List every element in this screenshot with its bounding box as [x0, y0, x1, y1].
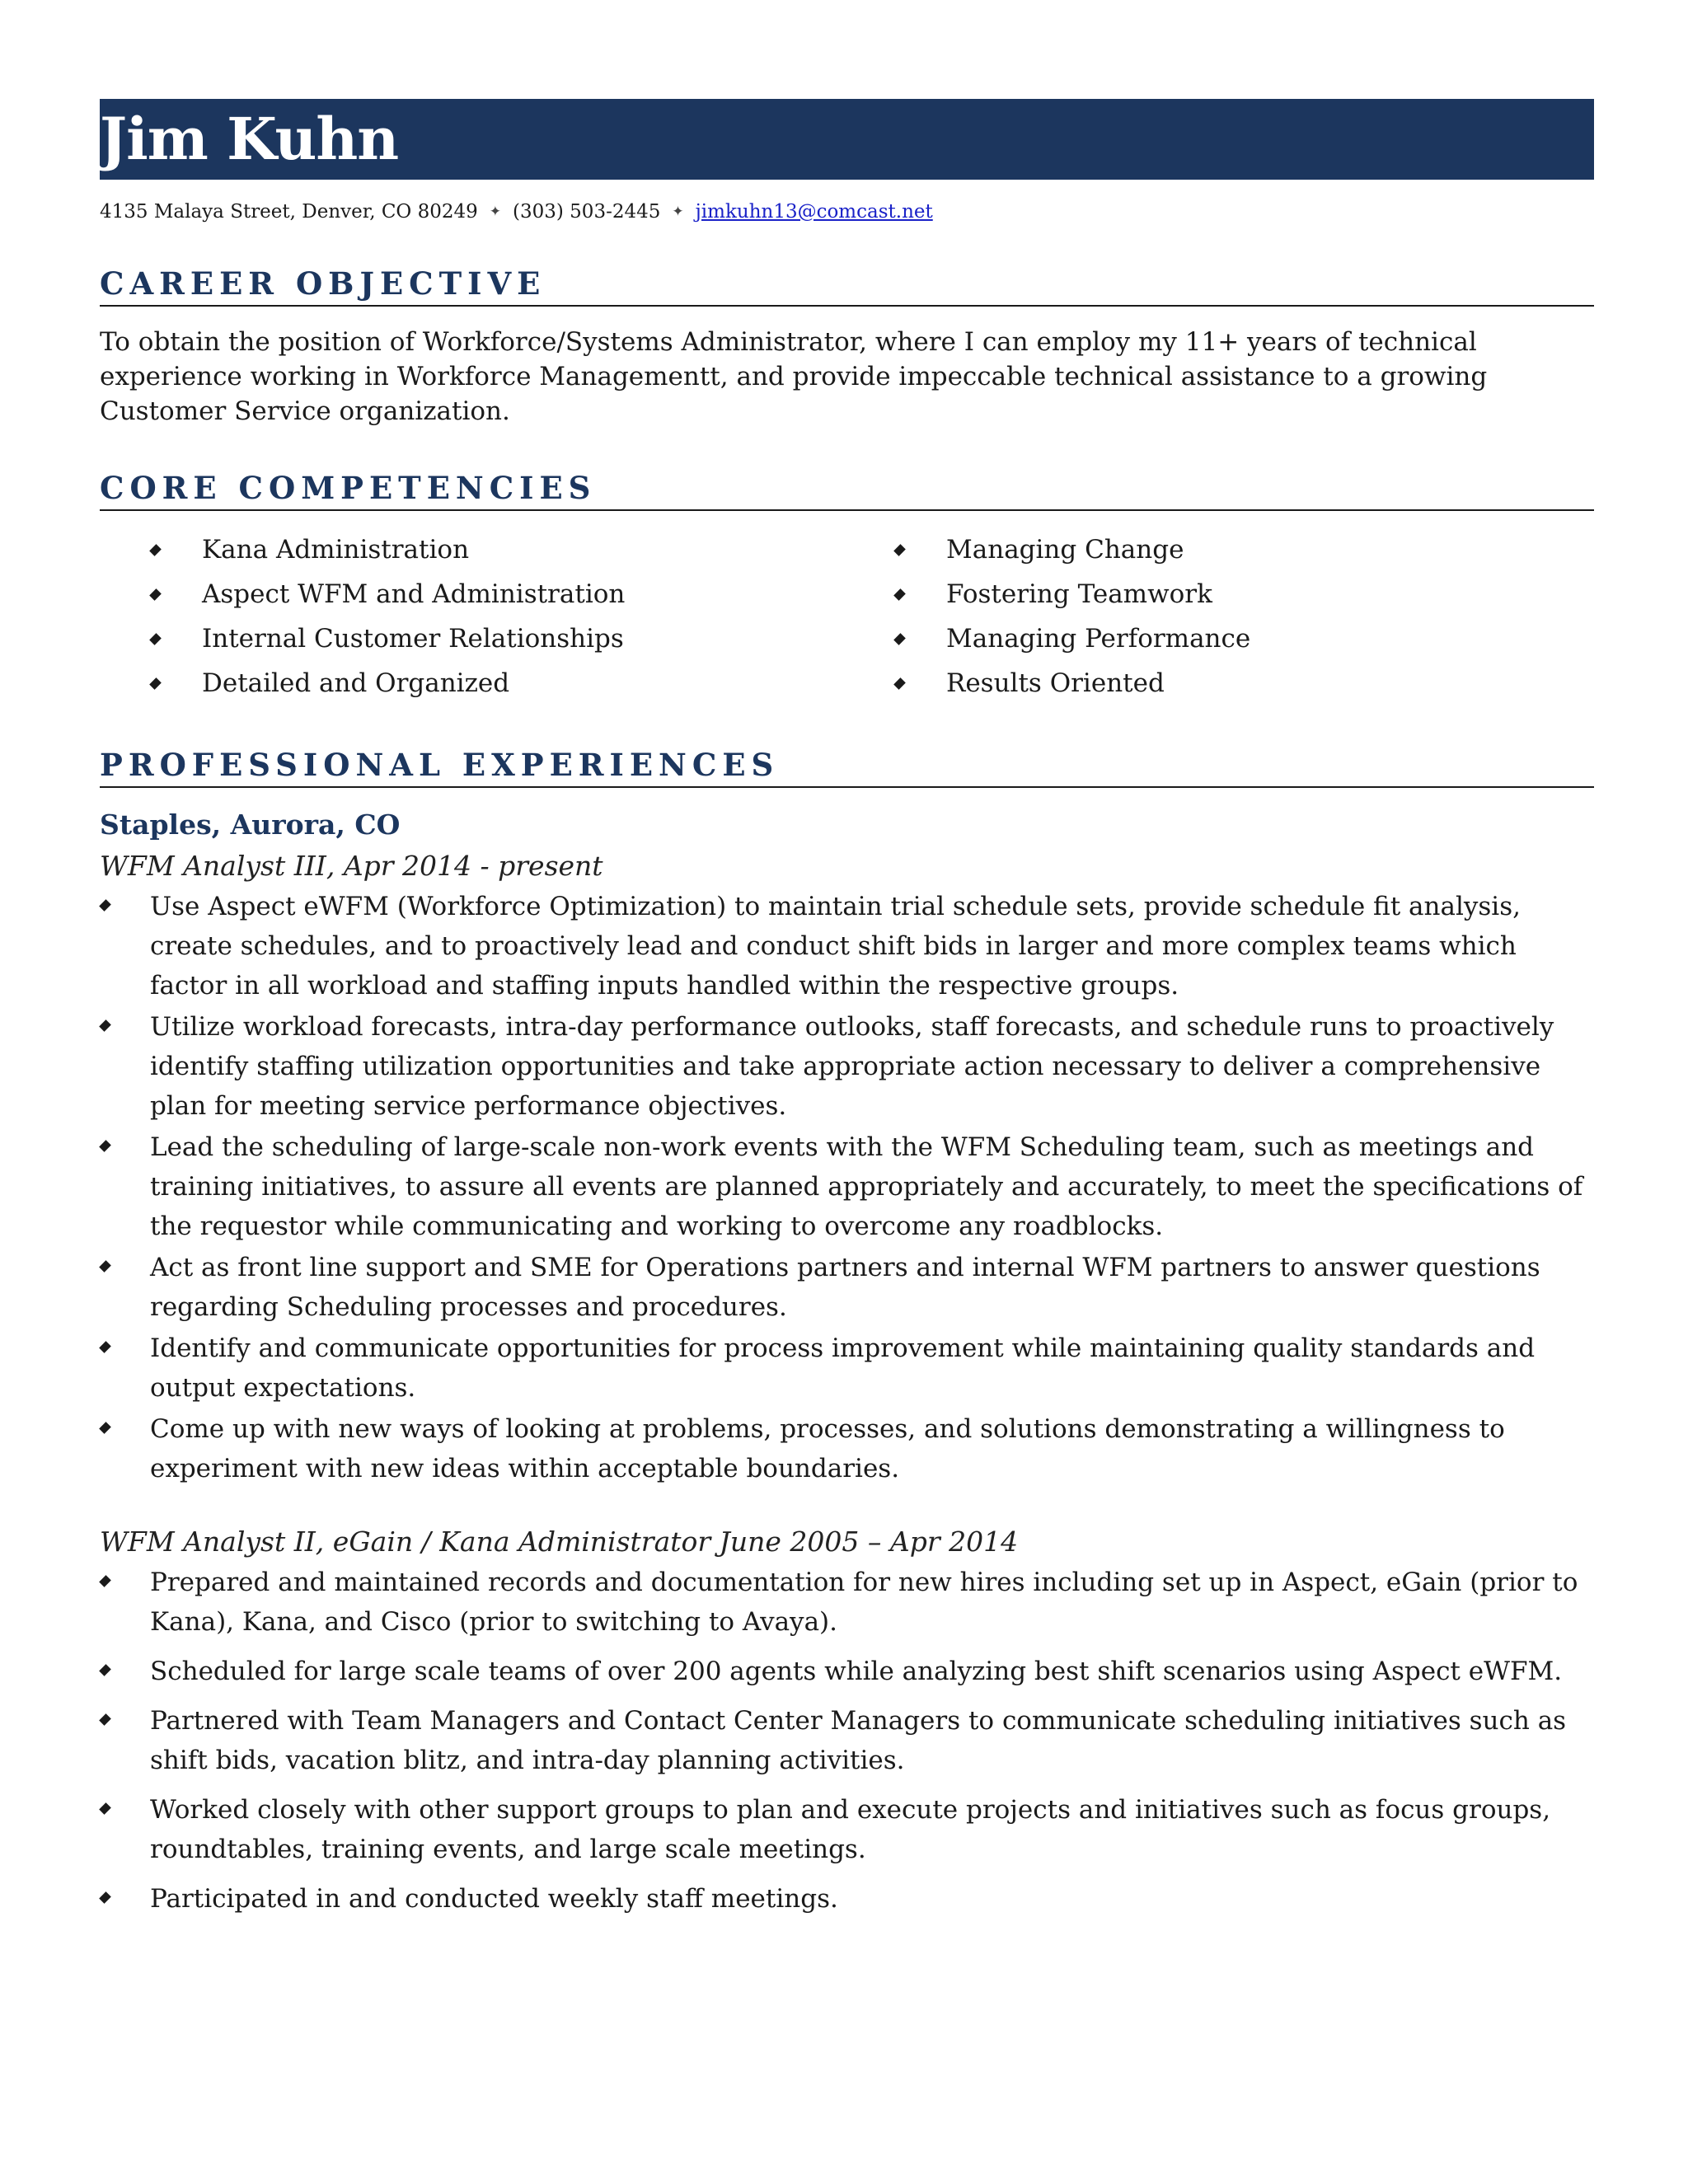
competency-label: Managing Change — [946, 535, 1184, 565]
role-bullets — [100, 1563, 1594, 1919]
role-title: WFM Analyst III, Apr 2014 - present — [100, 850, 603, 882]
list-item — [100, 1879, 1594, 1919]
list-item — [100, 1329, 1594, 1408]
list-item — [896, 527, 1594, 572]
resume-page — [100, 99, 1594, 1929]
diamond-bullet-icon — [99, 1802, 111, 1815]
list-item — [152, 661, 896, 705]
diamond-bullet-icon — [893, 633, 906, 645]
diamond-bullet-icon — [99, 1019, 111, 1032]
diamond-bullet-icon — [149, 633, 162, 645]
bullet-text: Worked closely with other support groups to plan and execute projects and initiatives such as focus groups, roundtables, training events, and large scale meetings. — [150, 1795, 1551, 1864]
list-item — [100, 1701, 1594, 1780]
bullet-text: Come up with new ways of looking at problems, processes, and solutions demonstrating a willingness to experiment with new ideas within acceptable boundaries. — [150, 1414, 1505, 1483]
bullet-text: Prepared and maintained records and documentation for new hires including set up in Aspect, eGain (prior to Kana), Kana, and Cisco (prior to switching to Avaya). — [150, 1568, 1578, 1637]
list-item — [152, 572, 896, 616]
separator-icon: ✦ — [489, 204, 502, 220]
list-item — [896, 661, 1594, 705]
bullet-text: Scheduled for large scale teams of over 200 agents while analyzing best shift scenarios using Aspect eWFM. — [150, 1657, 1563, 1686]
diamond-bullet-icon — [99, 899, 111, 912]
contact-line — [100, 199, 1594, 224]
list-item — [152, 616, 896, 661]
diamond-bullet-icon — [99, 1575, 111, 1587]
competencies-list — [100, 527, 1594, 705]
diamond-bullet-icon — [893, 588, 906, 601]
role-bullets — [100, 887, 1594, 1488]
phone: (303) 503-2445 — [513, 201, 661, 223]
list-item — [100, 1790, 1594, 1869]
name-banner — [100, 99, 1594, 180]
competency-label: Kana Administration — [202, 535, 470, 565]
address: 4135 Malaya Street, Denver, CO 80249 — [100, 201, 478, 223]
section-title-core-competencies: CORE COMPETENCIES — [100, 470, 1594, 511]
diamond-bullet-icon — [99, 1260, 111, 1272]
competency-label: Managing Performance — [946, 624, 1251, 654]
diamond-bullet-icon — [99, 1341, 111, 1353]
list-item — [100, 887, 1594, 1005]
competencies-left-column — [100, 527, 896, 705]
diamond-bullet-icon — [99, 1140, 111, 1152]
diamond-bullet-icon — [149, 677, 162, 690]
list-item — [896, 616, 1594, 661]
bullet-text: Identify and communicate opportunities for process improvement while maintaining quality standards and output expectations. — [150, 1333, 1536, 1403]
bullet-text: Participated in and conducted weekly staff meetings. — [150, 1884, 838, 1914]
competency-label: Aspect WFM and Administration — [202, 579, 626, 609]
bullet-text: Act as front line support and SME for Operations partners and internal WFM partners to answer questions regarding Scheduling processes and procedures. — [150, 1253, 1540, 1322]
diamond-bullet-icon — [893, 544, 906, 556]
competency-label: Internal Customer Relationships — [202, 624, 624, 654]
diamond-bullet-icon — [893, 677, 906, 690]
diamond-bullet-icon — [149, 544, 162, 556]
list-item — [896, 572, 1594, 616]
bullet-text: Utilize workload forecasts, intra-day performance outlooks, staff forecasts, and schedule runs to proactively identify staffing utilization opportunities and take appropriate action necessary to deliver a comprehensive plan for meeting service performance objectives. — [150, 1012, 1554, 1121]
list-item — [100, 1248, 1594, 1327]
competency-label: Results Oriented — [946, 668, 1165, 698]
list-item — [100, 1563, 1594, 1642]
objective-text: To obtain the position of Workforce/Systems Administrator, where I can employ my 11+ years of technical experience working in Workforce Managementt, and provide impeccable technical assistance to a growing Customer Service organization. — [100, 327, 1488, 426]
bullet-text: Lead the scheduling of large-scale non-work events with the WFM Scheduling team, such as meetings and training initiatives, to assure all events are planned appropriately and accurately, to meet the specifications of the requestor while communicating and working to overcome any roadblocks. — [150, 1132, 1583, 1241]
diamond-bullet-icon — [99, 1713, 111, 1726]
diamond-bullet-icon — [99, 1664, 111, 1676]
diamond-bullet-icon — [99, 1422, 111, 1434]
separator-icon: ✦ — [672, 204, 684, 220]
list-item — [100, 1127, 1594, 1246]
list-item — [100, 1652, 1594, 1691]
candidate-name: Jim Kuhn — [100, 105, 399, 173]
company-name: Staples, Aurora, CO — [100, 808, 401, 841]
competencies-right-column — [896, 527, 1594, 705]
section-title-career-objective: CAREER OBJECTIVE — [100, 265, 1594, 307]
bullet-text: Use Aspect eWFM (Workforce Optimization) to maintain trial schedule sets, provide schedule fit analysis, create schedules, and to proactively lead and conduct shift bids in larger and more complex teams which factor in all workload and staffing inputs handled within the respective groups. — [150, 892, 1521, 1001]
list-item — [100, 1007, 1594, 1126]
role-title: WFM Analyst II, eGain / Kana Administrator June 2005 – Apr 2014 — [100, 1526, 1019, 1558]
list-item — [152, 527, 896, 572]
competency-label: Fostering Teamwork — [946, 579, 1212, 609]
section-title-professional-experiences: PROFESSIONAL EXPERIENCES — [100, 747, 1594, 788]
diamond-bullet-icon — [99, 1891, 111, 1904]
competency-label: Detailed and Organized — [202, 668, 510, 698]
bullet-text: Partnered with Team Managers and Contact Center Managers to communicate scheduling initiatives such as shift bids, vacation blitz, and intra-day planning activities. — [150, 1706, 1567, 1775]
list-item — [100, 1409, 1594, 1488]
diamond-bullet-icon — [149, 588, 162, 601]
email-link[interactable]: jimkuhn13@comcast.net — [695, 201, 933, 223]
